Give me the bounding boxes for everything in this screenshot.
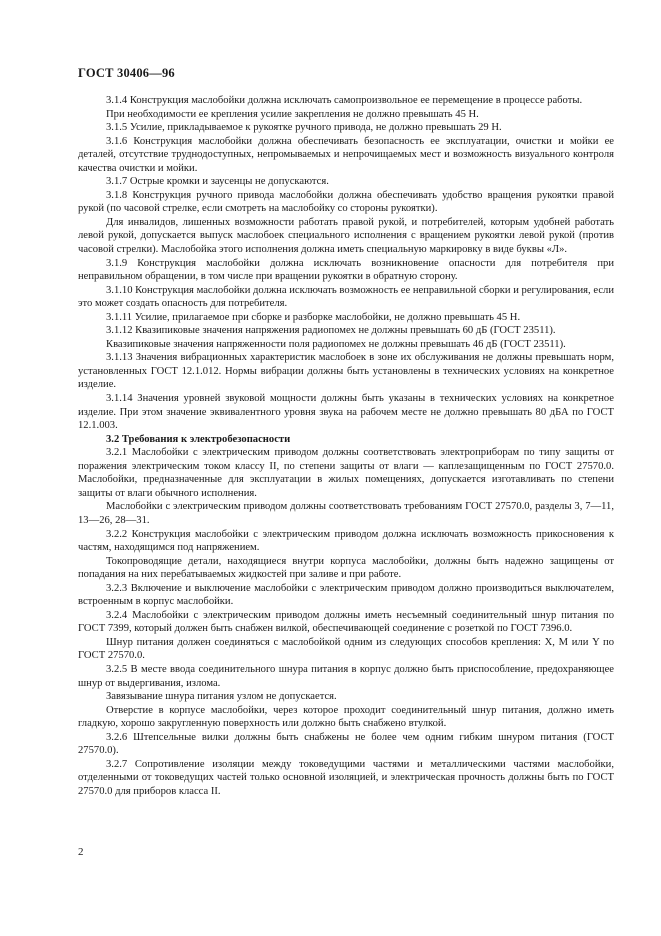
- paragraph-3-2-4: 3.2.4 Маслобойки с электрическим приводом должны иметь несъемный соединительный шнур питания по ГОСТ 7399, который должен быть снабжен вилкой, обеспечивающей соединение с розеткой по ГОСТ 7396.0.: [78, 609, 614, 635]
- paragraph-3-1-14: 3.1.14 Значения уровней звуковой мощности должны быть указаны в технических условиях на конкретное изделие. При этом значение эквивалентного уровня звука на рабочем месте не должно превышать 80 дБА по ГОСТ 12.1.003.: [78, 393, 614, 432]
- paragraph-3-1-12: 3.1.12 Квазипиковые значения напряжения радиопомех не должны превышать 60 дБ (ГОСТ 23511).: [106, 325, 556, 337]
- paragraph-3-1-6: 3.1.6 Конструкция маслобойки должна обеспечивать безопасность ее эксплуатации, очистки и мойки ее деталей, отсутствие труднодоступных, непромываемых и непрочищаемых мест и возможность визуального контроля качества очистки и мойки.: [78, 135, 614, 174]
- document-body: [78, 94, 614, 798]
- paragraph-3-2-1: 3.2.1 Маслобойки с электрическим приводом должны соответствовать электроприборам по типу защиты от поражения электрическим током классу II, по степени защиты от влаги — каплезащищенным по ГОСТ 27570.0. Маслобойки, предназначенные для эксплуатации в жилых помещениях, допускается изготавливать по степени защиты от влаги обычного исполнения.: [78, 447, 614, 499]
- paragraph: Для инвалидов, лишенных возможности работать правой рукой, и потребителей, которым удобней работать левой рукой, допускается выпуск маслобоек специального исполнения с вращением рукоятки левой рукой (против часовой стрелки). Маслобойка этого исполнения должна иметь специальную маркировку в виде буквы «Л».: [78, 216, 614, 256]
- section-heading-3-2: 3.2 Требования к электробезопасности: [106, 433, 291, 445]
- paragraph-3-1-5: 3.1.5 Усилие, прикладываемое к рукоятке ручного привода, не должно превышать 29 Н.: [106, 122, 502, 134]
- paragraph-3-2-5: 3.2.5 В месте ввода соединительного шнура питания в корпус должно быть приспособление, предохраняющее шнур от выдергивания, излома.: [78, 663, 614, 689]
- paragraph-3-2-7: 3.2.7 Сопротивление изоляции между токоведущими частями и металлическими частями маслобойки, отделенными от токоведущих частей только основной изоляцией, и электрическая прочность должны быть по ГОСТ 27570.0 для приборов класса II.: [78, 758, 614, 797]
- paragraph-3-1-7: 3.1.7 Острые кромки и заусенцы не допускаются.: [106, 176, 329, 188]
- paragraph-3-1-4: 3.1.4 Конструкция маслобойки должна исключать самопроизвольное ее перемещение в процессе работы.: [106, 95, 583, 106]
- paragraph-3-2-2: 3.2.2 Конструкция маслобойки с электрическим приводом должна исключать возможность прикосновения к частям, находящимся под напряжением.: [78, 528, 614, 554]
- paragraph: Шнур питания должен соединяться с маслобойкой одним из следующих способов крепления: X, M или Y по ГОСТ 27570.0.: [78, 636, 614, 662]
- page-number: 2: [78, 846, 84, 858]
- paragraph-3-1-9: 3.1.9 Конструкция маслобойки должна исключать возникновение опасности для потребителя при неправильном обращении, в том числе при вращении рукоятки в обратную сторону.: [78, 257, 614, 283]
- paragraph: Завязывание шнура питания узлом не допускается.: [106, 691, 337, 703]
- paragraph: При необходимости ее крепления усилие закрепления не должно превышать 45 Н.: [106, 108, 479, 120]
- paragraph: Квазипиковые значения напряженности поля радиопомех не должны превышать 46 дБ (ГОСТ 23511).: [106, 338, 566, 350]
- paragraph: Маслобойки с электрическим приводом должны соответствовать требованиям ГОСТ 27570.0, разделы 3, 7—11, 13—26, 28—31.: [78, 501, 614, 526]
- paragraph-3-1-13: 3.1.13 Значения вибрационных характеристик маслобоек в зоне их обслуживания не должны превышать норм, установленных ГОСТ 12.1.012. Нормы вибрации должны быть установлены в технических условиях на конкретное изделие.: [78, 352, 614, 391]
- paragraph-3-2-6: 3.2.6 Штепсельные вилки должны быть снабжены не более чем одним гибким шнуром питания (ГОСТ 27570.0).: [78, 731, 614, 757]
- document-header: ГОСТ 30406—96: [78, 66, 175, 80]
- paragraph: Токопроводящие детали, находящиеся внутри корпуса маслобойки, должны быть надежно защищены от попадания на них перебатываемых жидкостей при заливе и при работе.: [78, 555, 614, 581]
- paragraph: Отверстие в корпусе маслобойки, через которое проходит соединительный шнур питания, должно иметь гладкую, хорошо закругленную поверхность или должно быть снабжено втулкой.: [78, 704, 614, 730]
- paragraph-3-1-8: 3.1.8 Конструкция ручного привода маслобойки должна обеспечивать удобство вращения рукоятки правой рукой (по часовой стрелке, если смотреть на маслобойку со стороны рукоятки).: [78, 189, 614, 215]
- paragraph-3-1-10: 3.1.10 Конструкция маслобойки должна исключать возможность ее неправильной сборки и регулирования, если это может создать опасность для потребителя.: [78, 284, 614, 310]
- paragraph-3-2-3: 3.2.3 Включение и выключение маслобойки с электрическим приводом должно производиться выключателем, встроенным в корпус маслобойки.: [78, 582, 614, 608]
- paragraph-3-1-11: 3.1.11 Усилие, прилагаемое при сборке и разборке маслобойки, не должно превышать 45 Н.: [106, 311, 521, 323]
